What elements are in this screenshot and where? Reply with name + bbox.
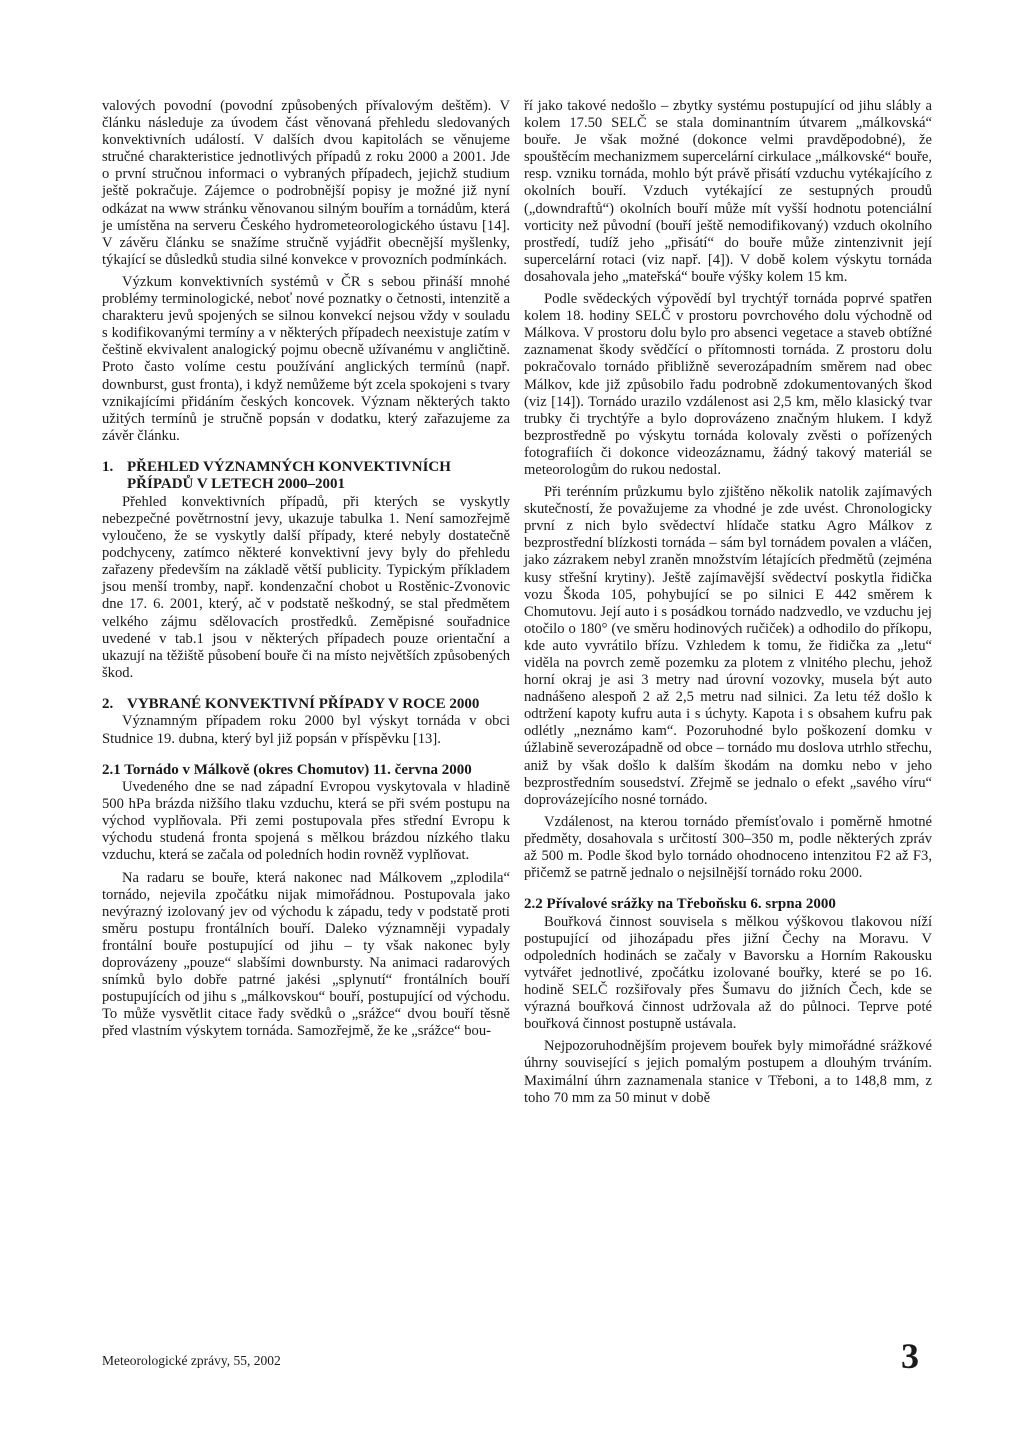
paragraph: Výzkum konvektivních systémů v ČR s sebou přináší mnohé problémy terminologické, neboť nové poznatky o četnosti, intenzitě a charakteru jevů spojených se silnou konvekcí nejsou vždy v souladu s kodifikovanými termíny a v některých případech neexistuje zatím v češtině ekvivalent analogický pojmu obecně užívanému v angličtině. Proto často volíme cestu používání anglických termínů (např. downburst, gust fronta), i když nemůžeme být zcela spokojeni s tvary vznikajícími přidáním českých koncovek. Význam některých takto užitých termínů je stručně popsán v dodatku, který zařazujeme za závěr článku. (102, 273, 510, 444)
paragraph: ří jako takové nedošlo – zbytky systému postupující od jihu slábly a kolem 17.50 SELČ se stala dominantním útvarem „málkovská“ bouře. Je však možné (dokonce velmi pravděpodobné), že spouštěcím mechanizmem supercelární cirkulace „málkovské“ bouře, resp. vzniku tornáda, mohlo být právě přisátí vzduchu vytékajícího z okolních bouří. Vzduch vytékající ze sestupných proudů („downdraftů“) okolních bouří může mít vyšší hodnotu potenciální vorticity než původní (bouří ještě nemodifikovaný) vzduch okolního prostředí, tudíž jeho „přisátí“ do bouře může zintenzivnit její supercelární rotaci (viz např. [4]). V době kolem výskytu tornáda dosahovala jeho „mateřská“ bouře výšky kolem 15 km. (524, 98, 932, 285)
paragraph: valových povodní (povodní způsobených přívalovým deštěm). V článku následuje za úvodem část věnovaná přehledu sledovaných konvektivních událostí. V dalších dvou kapitolách se věnujeme stručné charakteristice jednotlivých případů z roku 2000 a 2001. Jde o první stručnou informaci o vybraných případech, jejichž studium ještě pokračuje. Zájemce o podrobnější popisy je možné již nyní odkázat na www stránku věnovanou silným bouřím a tornádům, která je umístěna na serveru Českého hydrometeorologického ústavu [14]. V závěru článku se snažíme stručně vyjádřit obecnější myšlenky, týkající se důsledků studia silné konvekce v provozních podmínkách. (102, 98, 510, 268)
journal-footer: Meteorologické zprávy, 55, 2002 (102, 1353, 281, 1368)
paragraph: Přehled konvektivních případů, při kterých se vyskytly nebezpečné povětrnostní jevy, ukazuje tabulka 1. Není samozřejmě vyloučeno, že se vyskytly další případy, které nebyly dostatečně podchyceny, zatímco některé konvektivní jevy byly do přehledu zařazeny především na základě větší publicity. Typickým příkladem jsou menší tromby, např. kondenzační chobot u Rostěnic-Zvonovic dne 17. 6. 2001, který, ač v podstatě neškodný, se stal předmětem velkého zájmu sdělovacích prostředků. Zeměpisné souřadnice uvedené v tab.1 jsou v některých případech pouze orientační a ukazují na těžiště působení bouře či na místo největších způsobených škod. (102, 493, 510, 681)
section-heading-1 (102, 459, 510, 494)
subsection-heading-2-2: 2.2 Přívalové srážky na Třeboňsku 6. srpna 2000 (524, 896, 836, 913)
section-number: 1. (102, 458, 114, 475)
paragraph: Uvedeného dne se nad západní Evropou vyskytovala v hladině 500 hPa brázda nižšího tlaku vzduchu, která se při svém postupu na východ vyplňovala. Při zemi postupovala přes střední Evropu k východu studená fronta spojená s mělkou brázdou nízkého tlaku vzduchu, která se začala od poledních hodin rovněž vyplňovat. (102, 779, 510, 864)
paragraph: Na radaru se bouře, která nakonec nad Málkovem „zplodila“ tornádo, nejevila zpočátku nijak mimořádnou. Postupovala jako nevýrazný izolovaný jev od východu k západu, tedy v podstatě proti směru postupu frontálních bouří. Daleko významněji vypadaly frontální bouře postupující od jihu – ty však nakonec byly doprovázeny „pouze“ slabšími downbursty. Na animaci radarových snímků bylo dobře patrné jakési „splynutí“ frontálních bouří postupujících od jihu s „málkovskou“ bouří, postupující od východu. To může vysvětlit citace řady svědků o „srážce“ dvou bouří těsně před vlastním výskytem tornáda. Samozřejmě, že ke „srážce“ bou- (102, 869, 510, 1040)
paragraph: Nejpozoruhodnějším projevem bouřek byly mimořádné srážkové úhrny související s jejich pomalým postupem a dlouhým trváním. Maximální úhrn zaznamenala stanice v Třeboni, a to 148,8 mm, z toho 70 mm za 50 minut v době (524, 1038, 932, 1106)
section-title: PŘEHLED VÝZNAMNÝCH KONVEKTIVNÍCH PŘÍPADŮ V LETECH 2000–2001 (127, 458, 451, 493)
paragraph: Významným případem roku 2000 byl výskyt tornáda v obci Studnice 19. dubna, který byl již popsán v příspěvku [13]. (102, 713, 510, 747)
paragraph: Bouřková činnost souvisela s mělkou výškovou tlakovou níží postupující od jihozápadu přes jižní Čechy na Moravu. V odpoledních hodinách se začaly v Bavorsku a Horním Rakousku vytvářet jednotlivé, zpočátku izolované bouřky, které se po 16. hodině SELČ rozšiřovaly přes Šumavu do jižních Čech, kde se výrazná bouřková činnost udržovala až do půlnoci. Teprve poté bouřková činnost postupně ustávala. (524, 913, 932, 1033)
section-title: VYBRANÉ KONVEKTIVNÍ PŘÍPADY V ROCE 2000 (127, 695, 480, 712)
paragraph: Podle svědeckých výpovědí byl trychtýř tornáda poprvé spatřen kolem 18. hodiny SELČ v prostoru povrchového dolu východně od Málkova. V prostoru dolu bylo pro absenci vegetace a staveb obtížné zaznamenat škody svědčící o přítomnosti tornáda. Z prostoru dolu pokračovalo tornádo přibližně severozápadním směrem nad obec Málkov, kde již způsobilo řadu podrobně zdokumentovaných škod (viz [14]). Tornádo urazilo vzdálenost asi 2,5 km, mělo klasický tvar trubky či trychtýře a bylo doprovázeno značným hlukem. I když bezprostředně po výskytu tornáda kolovaly zvěsti o pořízených fotografiích či dokonce videozáznamu, žádný takový materiál se meteorologům do rukou nedostal. (524, 291, 932, 478)
section-heading-2 (102, 696, 510, 714)
subsection-heading-2-1: 2.1 Tornádo v Málkově (okres Chomutov) 11. června 2000 (102, 761, 472, 778)
paragraph: Při terénním průzkumu bylo zjištěno několik natolik zajímavých skutečností, že považujeme za vhodné je zde uvést. Chronologicky první z nich bylo svědectví hlídače statku Agro Málkov z bezprostřední blízkosti tornáda – sám byl tornádem povalen a vláčen, jako zázrakem nebyl zraněn množstvím létajících předmětů (zejména kusy střešní krytiny). Ještě zajímavější svědectví poskytla řidička vozu Škoda 105, pohybující se po silnici E 442 směrem k Chomutovu. Její auto i s posádkou tornádo nadzvedlo, ve vzduchu jej otočilo o 180° (ve směru hodinových ručiček) a odhodilo do příkopu, kde auto vyvrátilo břízu. Vzhledem k tomu, že řidička za „letu“ viděla na povrch země pozemku za plotem z vlnitého plechu, jehož horní okraj je asi 3 metry nad úrovní vozovky, musela být auto nadnášeno alespoň 2 až 2,5 metru nad silnici. Za letu též došlo k odtržení kapoty kufru auta i s úchyty. Kapota i s obsahem kufru pak odlétly „neznámo kam“. Pozoruhodné bylo poškození domku v úžlabině severozápadně od obce – tornádo mu doslova utrhlo střechu, aniž by však došlo k dalším škodám na domku nebo v jeho bezprostředním sousedství. Zřejmě se jednalo o efekt „savého víru“ doprovázejícího nosné tornádo. (524, 484, 932, 808)
right-column (524, 98, 932, 1107)
left-column (102, 98, 510, 1041)
section-number: 2. (102, 695, 114, 712)
page-number: 3 (901, 1336, 919, 1376)
paragraph: Vzdálenost, na kterou tornádo přemísťovalo i poměrně hmotné předměty, dosahovala s určitostí 300–350 m, podle některých zpráv až 500 m. Podle škod bylo tornádo ohodnoceno intenzitou F2 až F3, přičemž se patrně jednalo o nejsilnější tornádo roku 2000. (524, 813, 932, 882)
